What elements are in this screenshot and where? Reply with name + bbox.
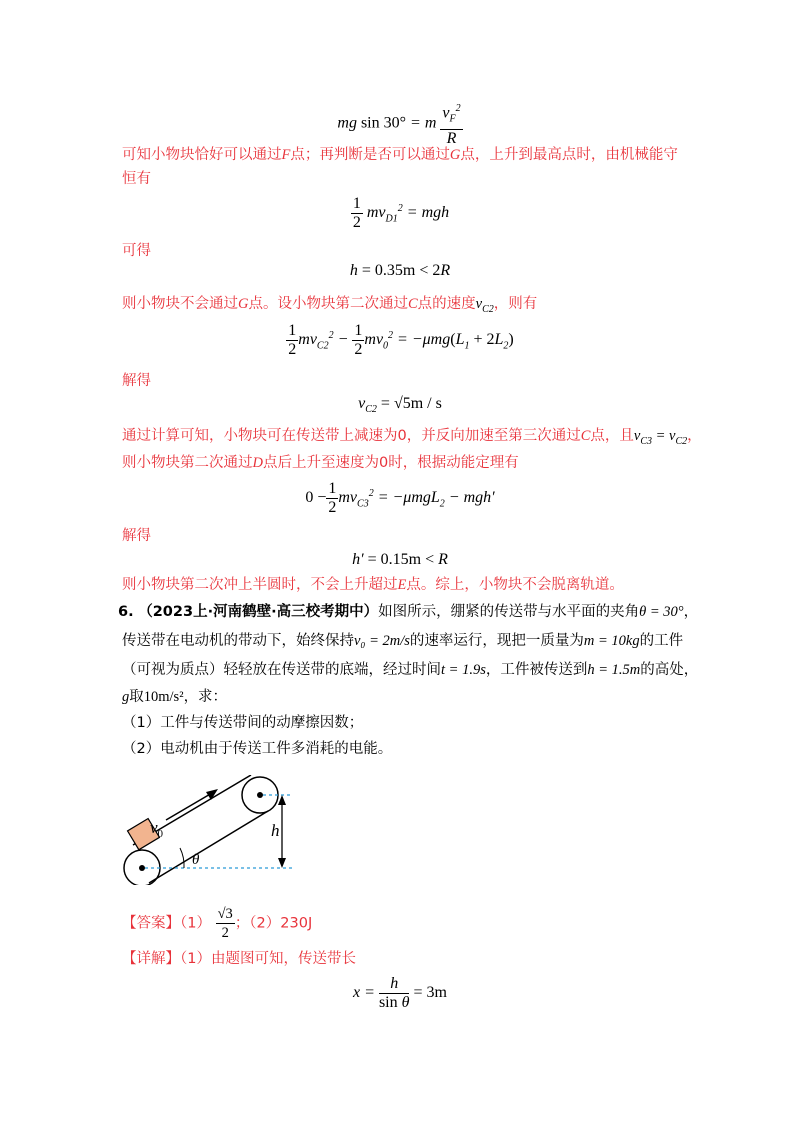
h-label: h <box>271 821 280 840</box>
text-line-9: 则小物块第二次冲上半圆时，不会上升超过E点。综上，小物块不会脱离轨道。 <box>122 577 624 593</box>
problem-6-line-2: 传送带在电动机的带动下，始终保持v₀ = 2m/s的速率运行，现把一质量为m = 10kg的工件 <box>122 633 684 649</box>
problem-6-line-1: 6. （2023上·河南鹤壁·高三校考期中）如图所示，绷紧的传送带与水平面的夹角θ = 30°， <box>118 604 699 620</box>
text-line-1: 可知小物块恰好可以通过F点；再判断是否可以通过G点，上升到最高点时，由机械能守 <box>122 147 678 163</box>
text-line-5: 解得 <box>122 373 151 389</box>
equation-energy: $\frac{1}{2}$ $mv_{D1}^2$ = mgh <box>352 195 450 231</box>
text-line-4: 则小物块不会通过G点。设小物块第二次通过C点的速度$v_{C2}$，则有 <box>122 296 538 315</box>
equation-height: h = 0.35m < 2R <box>349 262 451 279</box>
conveyor-diagram <box>122 775 322 885</box>
problem-6-line-4: g取10m/s²，求： <box>122 689 228 705</box>
question-2: （2）电动机由于传送工件多消耗的电能。 <box>122 741 393 757</box>
equation-work-energy-1: $\frac{1}{2}$ $mv_{C2}^2$ − $\frac{1}{2}$ $mv_0^2 = -\mu mg(L_1 + 2L_2)$ <box>288 322 514 358</box>
equation-h-prime: h′ = 0.15m < R <box>352 551 448 568</box>
equation-belt-length: x = $\frac{h}{\text{sin θ}}$ = 3m <box>353 975 447 1011</box>
text-line-7: 则小物块第二次通过D点后上升至速度为0时，根据动能定理有 <box>122 455 519 471</box>
text-line-8: 解得 <box>122 528 151 544</box>
equation-vc2: $v_{C2} = √5m / s$ <box>358 395 442 416</box>
theta-label: θ <box>192 852 200 868</box>
text-line-6: 通过计算可知，小物块可在传送带上减速为0，并反向加速至第三次通过C点，且$v_{C3} = v_{C2}$， <box>122 428 702 447</box>
text-line-2: 恒有 <box>122 171 151 187</box>
text-line-3: 可得 <box>122 243 151 259</box>
equation-work-energy-2: 0 − $\frac{1}{2}$ $mv_{C3}^2 = -\mu mgL_2 - mgh'$ <box>305 480 495 516</box>
answer-line: 【答案】（1） $\frac{√3}{2}$ ；（2）230J <box>122 906 313 941</box>
detail-line: 【详解】（1）由题图可知，传送带长 <box>122 951 356 967</box>
problem-6-line-3: （可视为质点）轻轻放在传送带的底端，经过时间t = 1.9s，工件被传送到h = 1.5m的高处， <box>122 662 699 678</box>
equation-centripetal: mg sin 30° = m $\frac{v_F^2}{R}$ <box>0 100 800 148</box>
v0-label: $v_0$ <box>150 818 164 840</box>
question-1: （1）工件与传送带间的动摩擦因数； <box>122 715 364 731</box>
